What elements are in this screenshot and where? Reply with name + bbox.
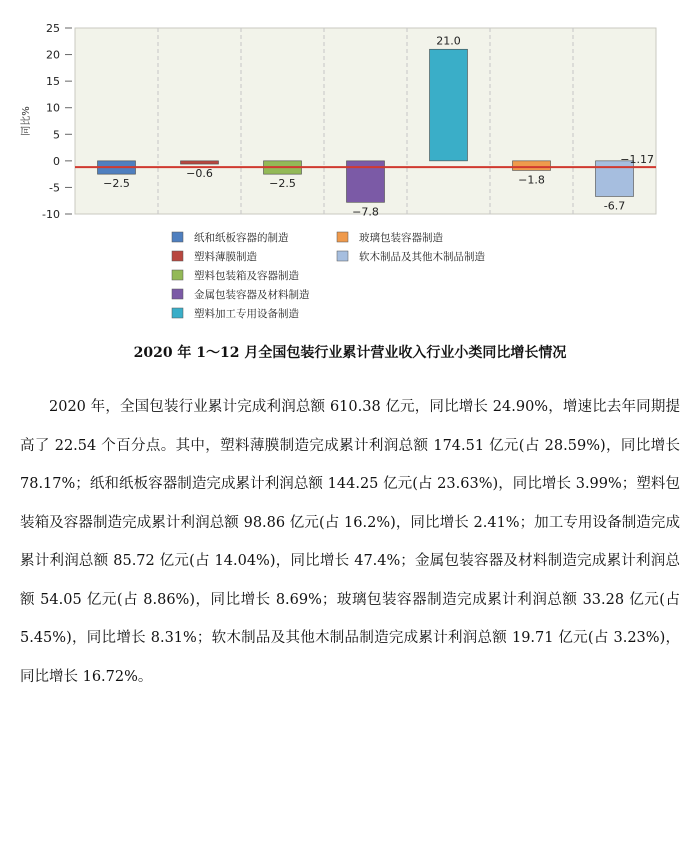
legend-swatch bbox=[337, 232, 348, 242]
legend-swatch bbox=[172, 232, 183, 242]
y-tick-label: -10 bbox=[42, 208, 60, 221]
y-tick-label: 25 bbox=[46, 22, 60, 35]
legend bbox=[172, 231, 485, 320]
bar-value-label: -6.7 bbox=[603, 199, 626, 213]
bar-value-label: −2.5 bbox=[103, 177, 130, 191]
legend-swatch bbox=[172, 289, 183, 299]
y-tick-label: -5 bbox=[49, 181, 60, 195]
bar-chart bbox=[0, 0, 700, 335]
legend-swatch bbox=[172, 270, 183, 280]
body-paragraph: 2020 年，全国包装行业累计完成利润总额 610.38 亿元，同比增长 24.90%，增速比去年同期提高了 22.54 个百分点。其中，塑料薄膜制造完成累计利润总额 174.51 亿元(占 28.59%)，同比增长 78.17%；纸和纸板容器制造完成累计利润总额 144.25 亿元(占 23.63%)，同比增长 3.99%；塑料包装箱及容器制造完成累计利润总额 98.86 亿元(占 16.2%)，同比增长 2.41%；加工专用设备制造完成累计利润总额 85.72 亿元(占 14.04%)，同比增长 47.4%；金属包装容器及材料制造完成累计利润总额 54.05 亿元(占 8.86%)，同比增长 8.69%；玻璃包装容器制造完成累计利润总额 33.28 亿元(占 5.45%)，同比增长 8.31%；软木制品及其他木制品制造完成累计利润总额 19.71 亿元(占 3.23%)，同比增长 16.72%。 bbox=[20, 399, 680, 685]
legend-label: 纸和纸板容器的制造 bbox=[194, 232, 289, 244]
bar-value-label: −0.6 bbox=[186, 167, 213, 181]
bar bbox=[513, 161, 551, 171]
legend-label: 塑料包装箱及容器制造 bbox=[194, 270, 299, 282]
bar bbox=[430, 49, 468, 161]
bar-value-label: −2.5 bbox=[269, 177, 296, 191]
legend-swatch bbox=[337, 251, 348, 261]
reference-line-label: −1.17 bbox=[620, 153, 654, 167]
bar-value-label: −1.8 bbox=[518, 173, 545, 187]
legend-label: 塑料加工专用设备制造 bbox=[194, 308, 299, 320]
y-axis-label: 同比% bbox=[21, 106, 32, 136]
y-tick-label: 0 bbox=[53, 154, 60, 168]
legend-swatch bbox=[172, 308, 183, 318]
bar-value-label: 21.0 bbox=[436, 34, 461, 48]
legend-label: 玻璃包装容器制造 bbox=[359, 232, 443, 244]
y-tick-label: 10 bbox=[46, 101, 60, 115]
legend-label: 金属包装容器及材料制造 bbox=[194, 289, 310, 301]
chart-caption: 2020 年 1～12 月全国包装行业累计营业收入行业小类同比增长情况 bbox=[133, 345, 567, 361]
legend-swatch bbox=[172, 251, 183, 261]
y-tick-label: 5 bbox=[53, 128, 60, 142]
y-tick-label: 15 bbox=[46, 75, 60, 89]
y-axis bbox=[42, 22, 72, 221]
bar bbox=[181, 161, 219, 164]
legend-label: 塑料薄膜制造 bbox=[194, 251, 257, 263]
y-tick-label: 20 bbox=[46, 48, 60, 62]
legend-label: 软木制品及其他木制品制造 bbox=[359, 251, 485, 263]
bar-value-label: −7.8 bbox=[352, 205, 379, 219]
